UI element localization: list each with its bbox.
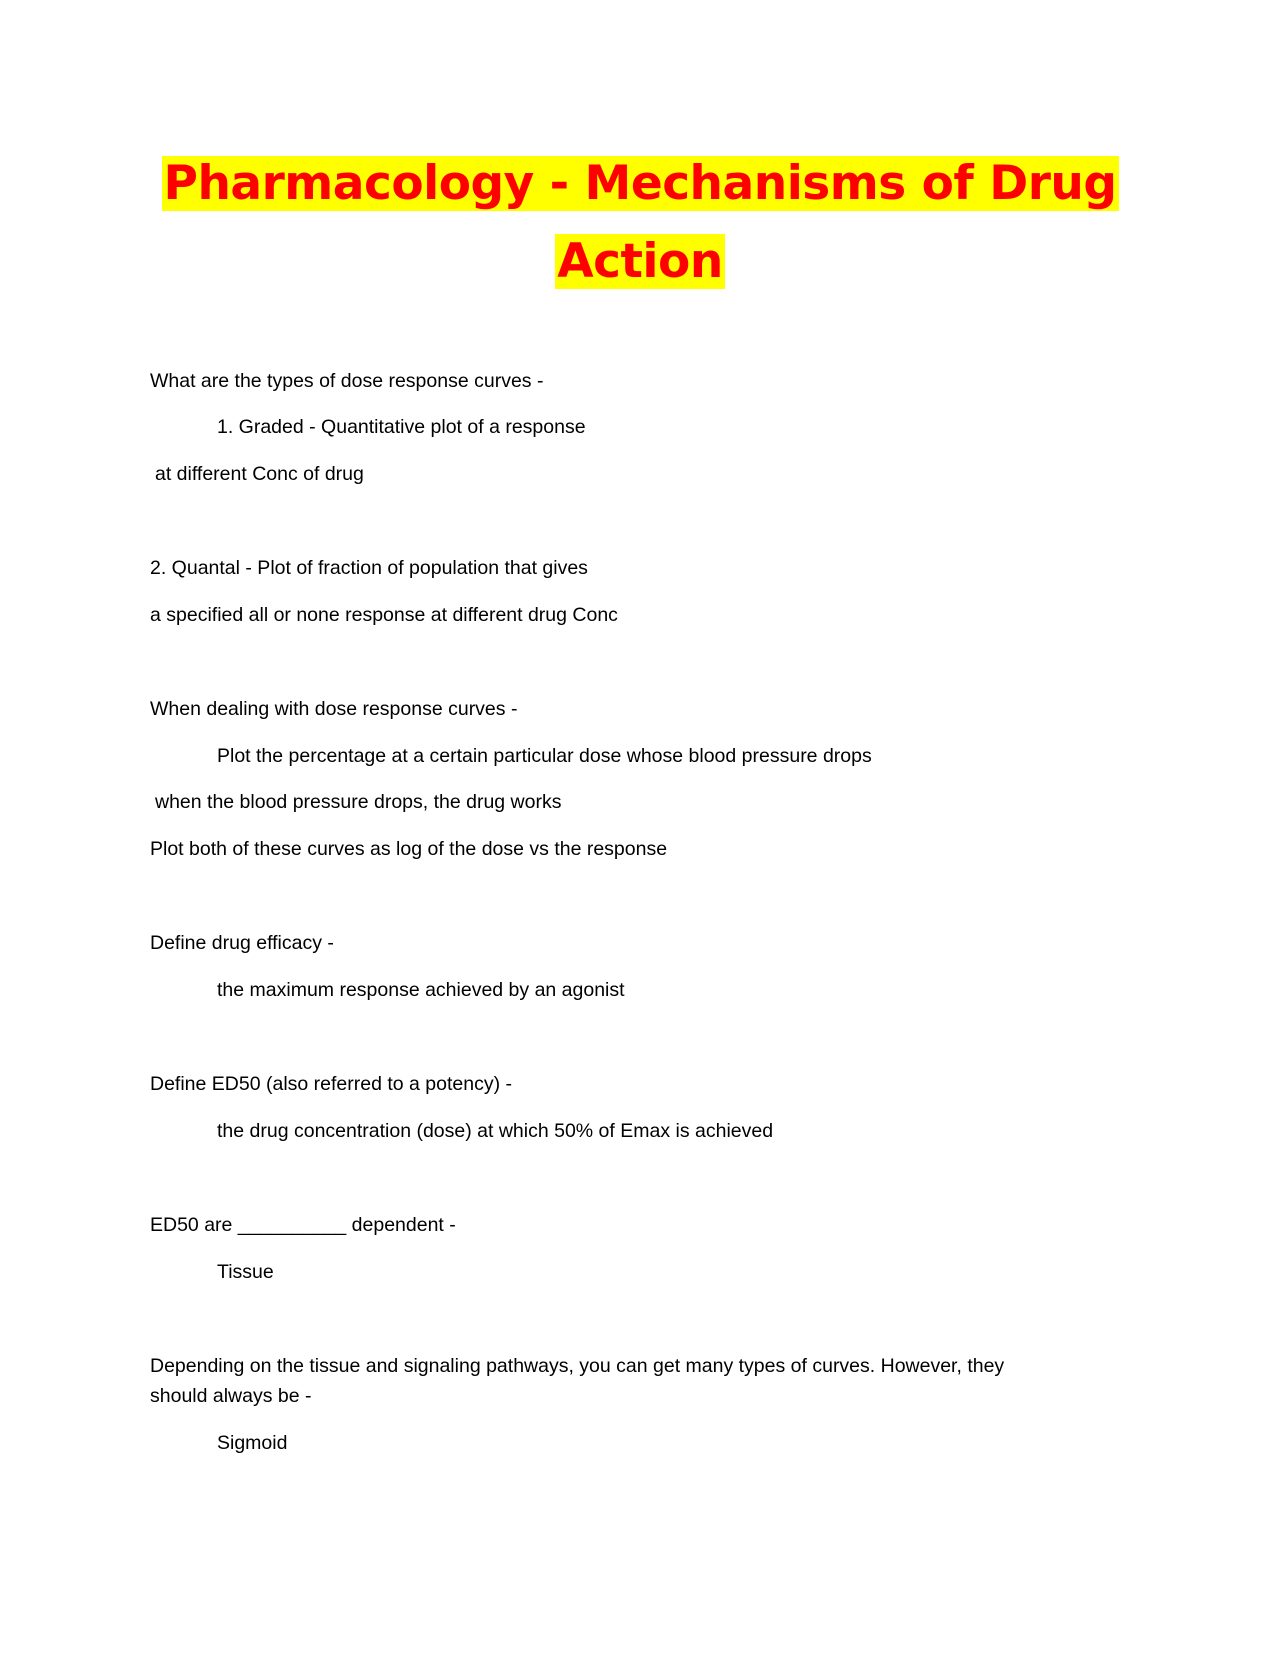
document-title-line-1 [150, 146, 1130, 222]
answer-log-dose: Plot both of these curves as log of the dose vs the response [150, 838, 668, 860]
question-curve-shape: Depending on the tissue and signaling pathways, you can get many types of curves. However, they [150, 1355, 1005, 1377]
answer-plot-percentage: Plot the percentage at a certain particular dose whose blood pressure drops [217, 745, 872, 767]
answer-graded: 1. Graded - Quantitative plot of a response [217, 416, 586, 438]
question-dose-response-types: What are the types of dose response curves - [150, 370, 544, 392]
answer-graded-continued: at different Conc of drug [155, 463, 364, 485]
question-dealing-with-curves: When dealing with dose response curves - [150, 698, 518, 720]
answer-ed50: the drug concentration (dose) at which 50% of Emax is achieved [217, 1120, 774, 1142]
title-highlight-1: Pharmacology - Mechanisms of Drug [163, 156, 1117, 211]
question-drug-efficacy: Define drug efficacy - [150, 932, 334, 954]
document-title-line-2 [150, 224, 1130, 300]
question-ed50: Define ED50 (also referred to a potency) - [150, 1073, 513, 1095]
answer-tissue: Tissue [217, 1261, 274, 1283]
question-curve-shape-continued: should always be - [150, 1385, 312, 1407]
question-ed50-dependent: ED50 are __________ dependent - [150, 1214, 456, 1236]
answer-drug-efficacy: the maximum response achieved by an agonist [217, 979, 625, 1001]
answer-blood-pressure: when the blood pressure drops, the drug works [155, 791, 562, 813]
answer-sigmoid: Sigmoid [217, 1432, 288, 1454]
answer-quantal: 2. Quantal - Plot of fraction of population that gives [150, 557, 588, 579]
title-highlight-2: Action [557, 234, 723, 289]
answer-quantal-continued: a specified all or none response at different drug Conc [150, 604, 618, 626]
